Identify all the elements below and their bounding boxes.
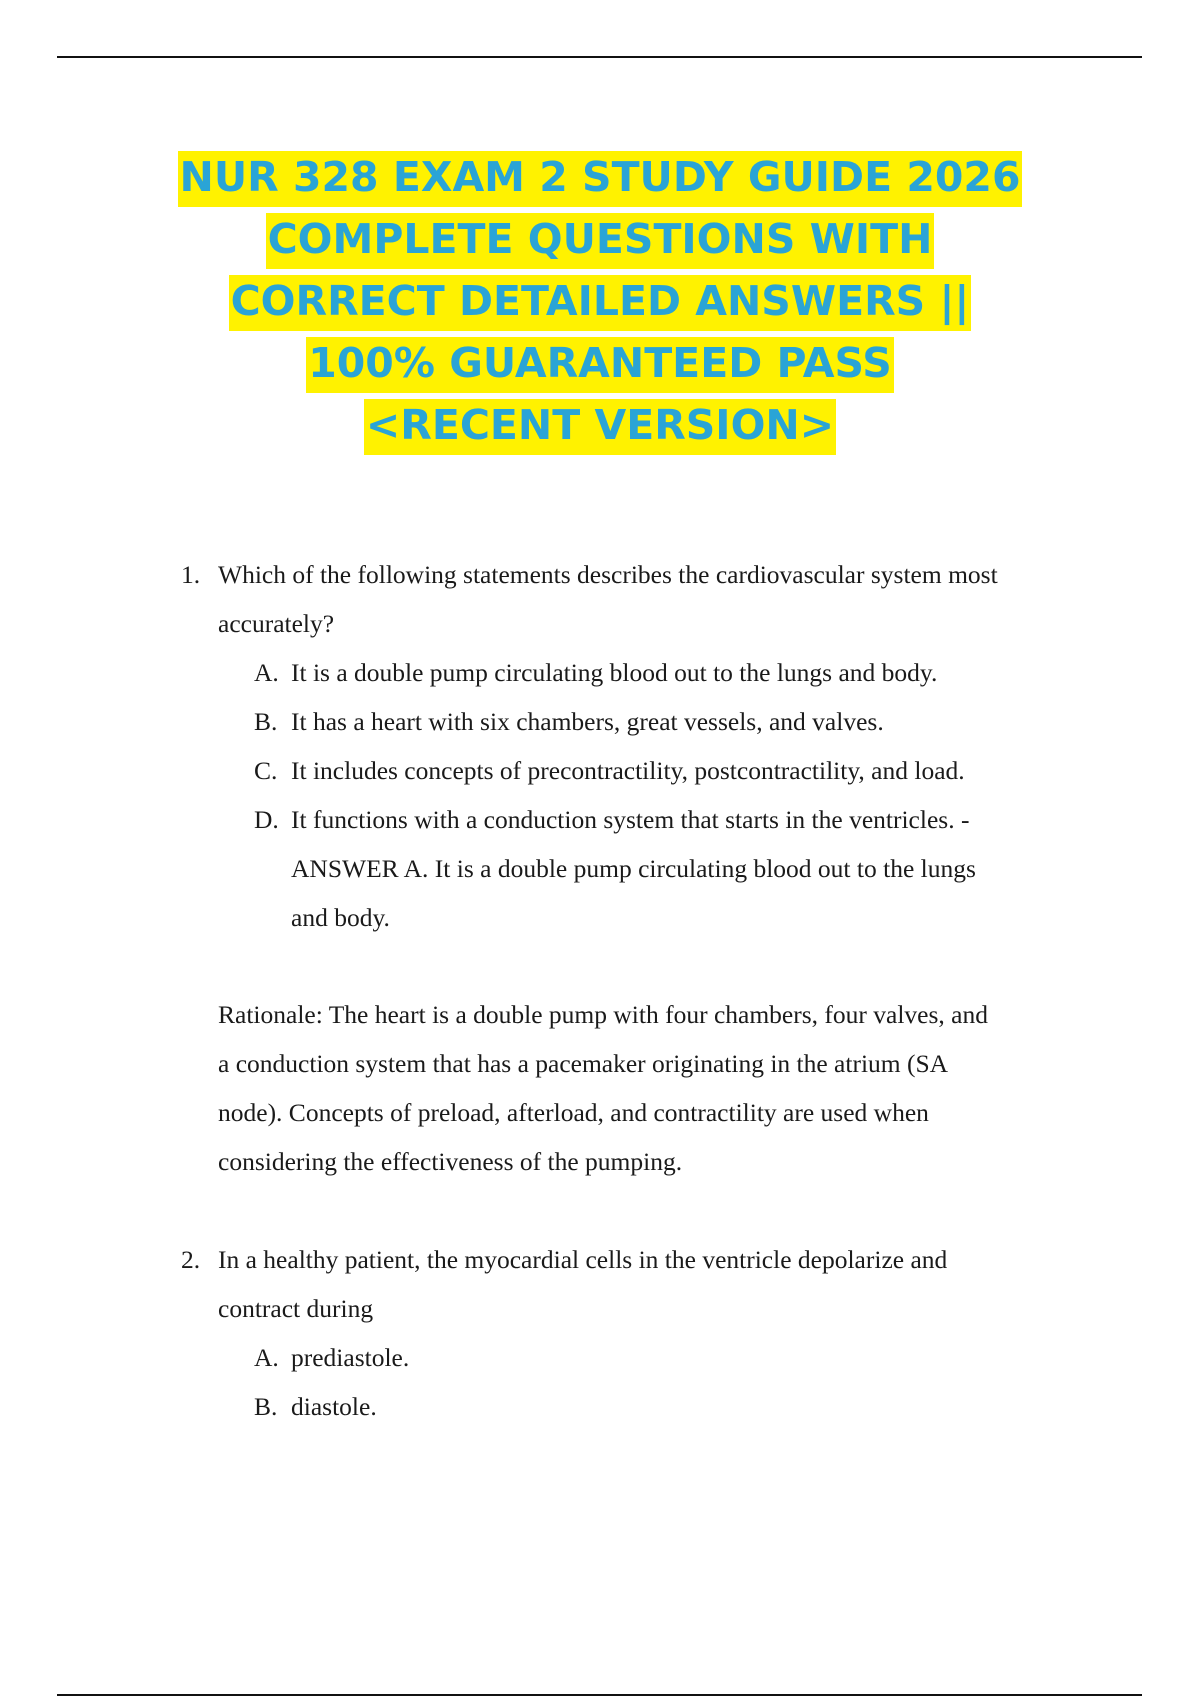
option-text: It includes concepts of precontractility, postcontractility, and load. bbox=[291, 756, 965, 785]
top-rule bbox=[57, 56, 1142, 58]
option-letter: B. bbox=[254, 1392, 278, 1421]
rationale-line: considering the effectiveness of the pumping. bbox=[218, 1147, 683, 1176]
question-number: 2. bbox=[181, 1245, 201, 1274]
option-text: It has a heart with six chambers, great vessels, and valves. bbox=[291, 707, 884, 736]
question-stem-line: accurately? bbox=[218, 609, 335, 638]
document-title bbox=[0, 146, 1200, 456]
question-stem-line: Which of the following statements describes the cardiovascular system most bbox=[218, 560, 998, 589]
question-stem-line: In a healthy patient, the myocardial cells in the ventricle depolarize and bbox=[218, 1245, 948, 1274]
option-text: diastole. bbox=[291, 1392, 377, 1421]
rationale-line: Rationale: The heart is a double pump with four chambers, four valves, and bbox=[218, 1000, 988, 1029]
answer-text: and body. bbox=[291, 903, 390, 932]
rationale-line: node). Concepts of preload, afterload, and contractility are used when bbox=[218, 1098, 929, 1127]
option-letter: A. bbox=[254, 1343, 279, 1372]
rationale-line: a conduction system that has a pacemaker originating in the atrium (SA bbox=[218, 1049, 949, 1078]
option-letter: A. bbox=[254, 658, 279, 687]
question-number: 1. bbox=[181, 560, 201, 589]
title-line: CORRECT DETAILED ANSWERS || bbox=[0, 270, 1200, 332]
option-letter: D. bbox=[254, 805, 279, 834]
option-text: It is a double pump circulating blood out to the lungs and body. bbox=[291, 658, 938, 687]
option-text: prediastole. bbox=[291, 1343, 410, 1372]
title-line: COMPLETE QUESTIONS WITH bbox=[0, 208, 1200, 270]
rationale-1 bbox=[218, 990, 1088, 1186]
option-letter: B. bbox=[254, 707, 278, 736]
title-line: NUR 328 EXAM 2 STUDY GUIDE 2026 bbox=[0, 146, 1200, 208]
option-letter: C. bbox=[254, 756, 278, 785]
title-line: <RECENT VERSION> bbox=[0, 394, 1200, 456]
option-text: It functions with a conduction system that starts in the ventricles. - bbox=[291, 805, 970, 834]
title-line: 100% GUARANTEED PASS bbox=[0, 332, 1200, 394]
bottom-rule bbox=[57, 1694, 1142, 1696]
question-stem-line: contract during bbox=[218, 1294, 374, 1323]
answer-text: ANSWER A. It is a double pump circulating blood out to the lungs bbox=[291, 854, 976, 883]
